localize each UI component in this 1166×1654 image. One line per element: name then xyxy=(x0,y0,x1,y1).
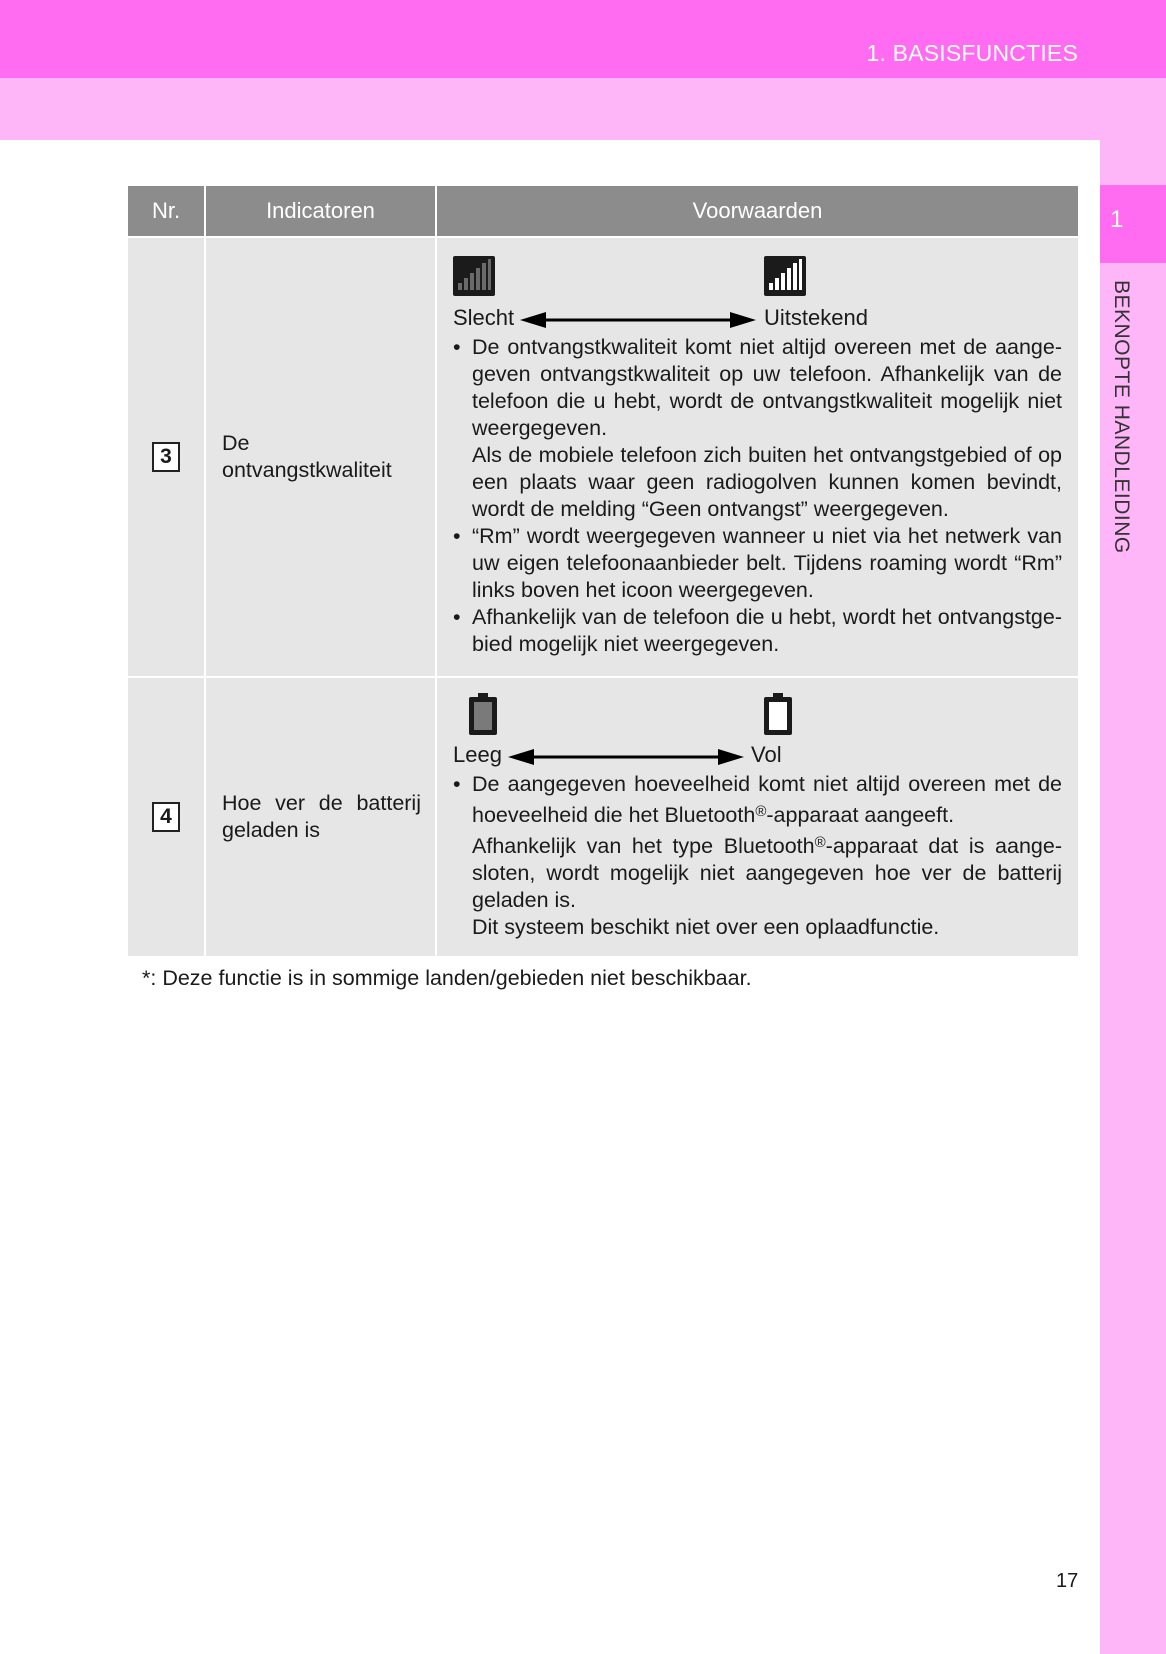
indicator-cell xyxy=(205,237,436,677)
column-header-nr: Nr. xyxy=(127,185,205,237)
row-number-cell xyxy=(127,237,205,677)
table-row xyxy=(127,677,1079,957)
table-row xyxy=(127,237,1079,677)
row-number-badge: 4 xyxy=(152,802,180,832)
indicator-label: Hoe ver de batterij geladen is xyxy=(222,791,421,842)
condition-cell xyxy=(436,677,1079,957)
condition-text: • De aangegeven hoeveelheid komt niet altijd overeen met de hoeveelheid die het Bluetooth®-apparaat aangeeft. xyxy=(472,772,1062,827)
condition-text: • De ontvangstkwaliteit komt niet altijd overeen met de aange-geven ontvangstkwaliteit op uw telefoon. Afhankelijk van de telefoon die u hebt, wordt de ontvangstkwaliteit mogelijk niet weergegeven. xyxy=(472,335,1062,440)
scale-label-slecht: Slecht xyxy=(453,305,515,330)
signal-strong-icon xyxy=(764,256,806,296)
row-number-cell xyxy=(127,677,205,957)
condition-text: • Afhankelijk van de telefoon die u hebt, wordt het ontvangstge-bied mogelijk niet weergegeven. xyxy=(472,605,1062,656)
section-title: 1. BASISFUNCTIES xyxy=(866,40,1078,66)
scale-label-leeg: Leeg xyxy=(453,742,502,767)
page-number: 17 xyxy=(1056,1570,1079,1592)
row-number-badge: 3 xyxy=(152,442,180,472)
list-item xyxy=(453,604,1062,658)
list-item xyxy=(453,334,1062,523)
signal-weak-icon xyxy=(453,256,495,296)
chapter-label: BEKNOPTE HANDLEIDING xyxy=(1110,280,1133,554)
column-header-voorwaarden: Voorwaarden xyxy=(436,185,1079,237)
footnote: *: Deze functie is in sommige landen/gebieden niet beschikbaar. xyxy=(142,966,752,990)
list-item xyxy=(453,523,1062,604)
condition-text: • “Rm” wordt weergegeven wanneer u niet via het netwerk van uw eigen telefoonaanbieder belt. Tijdens roaming wordt “Rm” links boven het icoon weergegeven. xyxy=(472,524,1062,602)
double-arrow-icon xyxy=(520,312,756,328)
indicator-cell xyxy=(205,677,436,957)
double-arrow-icon xyxy=(508,749,744,765)
header-sub-band xyxy=(0,78,1166,140)
condition-text-note: Dit systeem beschikt niet over een oplaadfunctie. xyxy=(472,915,940,939)
condition-text-extra: Als de mobiele telefoon zich buiten het ontvangstgebied of op een plaats waar geen radiogolven kunnen komen bevindt, wordt de melding “Geen ontvangst” weergegeven. xyxy=(472,443,1062,521)
condition-list xyxy=(453,771,1062,941)
condition-list xyxy=(453,334,1062,658)
scale-label-uitstekend: Uitstekend xyxy=(764,305,868,330)
battery-empty-icon xyxy=(469,693,497,735)
battery-full-icon xyxy=(764,693,792,735)
condition-cell xyxy=(436,237,1079,677)
chapter-number: 1 xyxy=(1110,206,1124,233)
table-header-row xyxy=(127,185,1079,237)
indicator-label: De ontvangstkwaliteit xyxy=(222,431,392,482)
column-header-indicatoren: Indicatoren xyxy=(205,185,436,237)
scale-label-vol: Vol xyxy=(751,742,782,767)
registered-mark: ® xyxy=(814,834,826,851)
condition-text-extra: Afhankelijk van het type Bluetooth®-apparaat dat is aange-sloten, wordt mogelijk niet aangegeven hoe ver de batterij geladen is. xyxy=(472,834,1062,912)
indicator-table xyxy=(126,184,1080,958)
registered-mark: ® xyxy=(755,803,767,820)
list-item xyxy=(453,771,1062,941)
